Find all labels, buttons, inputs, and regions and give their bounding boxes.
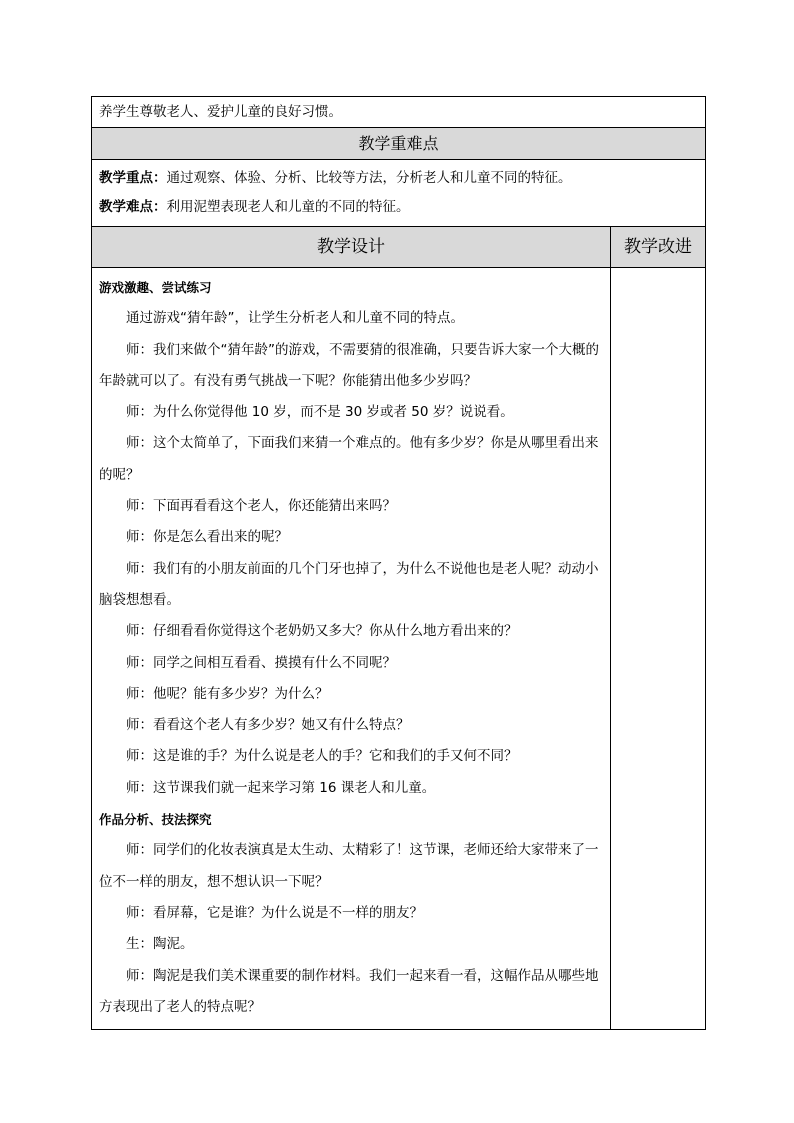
dialogue-paragraph: 师：你是怎么看出来的呢？ <box>126 529 288 546</box>
dialogue-paragraph: 师：为什么你觉得他 10 岁，而不是 30 岁或者 50 岁？说说看。 <box>126 404 514 421</box>
dialogue-paragraph: 师：陶泥是我们美术课重要的制作材料。我们一起来看一看，这幅作品从哪些地方表现出了老人的特点呢？ <box>99 967 599 1015</box>
difficulty-line <box>99 193 698 222</box>
section-heading: 作品分析、技法探究 <box>99 812 212 828</box>
dialogue-paragraph: 通过游戏“猜年龄”，让学生分析老人和儿童不同的特点。 <box>126 310 464 327</box>
dialogue-paragraph: 师：仔细看看你觉得这个老奶奶又多大？你从什么地方看出来的？ <box>126 623 518 640</box>
focus-line <box>99 164 698 193</box>
difficulty-text: 利用泥塑表现老人和儿童的不同的特征。 <box>166 199 410 215</box>
dialogue-paragraph: 师：我们有的小朋友前面的几个门牙也掉了，为什么不说他也是老人呢？动动小脑袋想想看。 <box>99 560 599 608</box>
section-heading: 游戏激趣、尝试练习 <box>99 280 212 295</box>
intro-line: 养学生尊敬老人、爱护儿童的良好习惯。 <box>92 97 706 128</box>
dialogue-paragraph: 师：这个太简单了，下面我们来猜一个难点的。他有多少岁？你是从哪里看出来的呢？ <box>99 435 599 483</box>
dialogue-paragraph: 师：下面再看看这个老人，你还能猜出来吗？ <box>126 498 396 515</box>
dialogue-paragraph: 师：这节课我们就一起来学习第 16 课老人和儿童。 <box>126 779 436 796</box>
dialogue-paragraph: 师：同学之间相互看看、摸摸有什么不同呢？ <box>126 654 396 671</box>
dialogue-paragraph: 师：同学们的化妆表演真是太生动、太精彩了！这节课，老师还给大家带来了一位不一样的朋友，想不想认识一下呢？ <box>99 842 599 890</box>
lesson-plan-table <box>91 96 705 1030</box>
focus-text: 通过观察、体验、分析、比较等方法，分析老人和儿童不同的特征。 <box>166 170 572 186</box>
focus-label: 教学重点： <box>99 170 167 186</box>
dialogue-paragraph: 师：看屏幕，它是谁？为什么说是不一样的朋友？ <box>126 904 423 921</box>
design-paragraphs <box>99 272 603 1023</box>
dialogue-paragraph: 师：看看这个老人有多少岁？她又有什么特点？ <box>126 717 410 734</box>
document-table <box>91 96 706 1030</box>
design-heading: 教学设计 <box>92 227 611 268</box>
dialogue-paragraph: 师：我们来做个“猜年龄”的游戏，不需要猜的很准确，只要告诉大家一个大概的年龄就可以了。有没有勇气挑战一下呢？你能猜出他多少岁吗？ <box>99 341 599 389</box>
improve-content <box>611 268 706 1030</box>
improve-heading: 教学改进 <box>611 227 706 268</box>
key-points-body <box>92 160 706 227</box>
dialogue-paragraph: 师：他呢？能有多少岁？为什么？ <box>126 685 329 702</box>
key-points-heading: 教学重难点 <box>92 128 706 160</box>
difficulty-label: 教学难点： <box>99 199 167 215</box>
dialogue-paragraph: 师：这是谁的手？为什么说是老人的手？它和我们的手又何不同？ <box>126 748 518 765</box>
dialogue-paragraph: 生：陶泥。 <box>126 936 194 953</box>
design-content <box>92 268 611 1030</box>
